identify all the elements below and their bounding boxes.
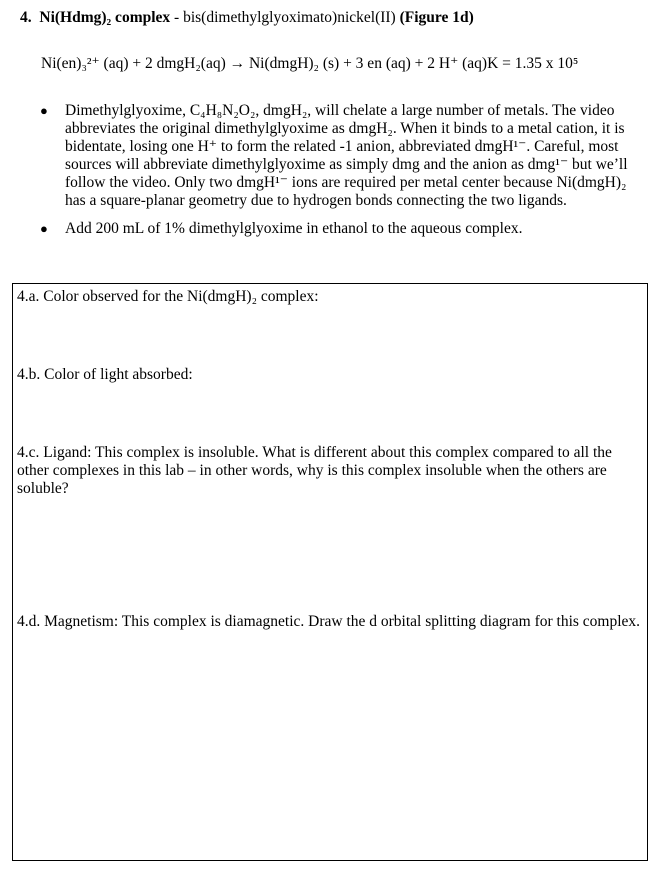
title-separator: - [170, 9, 184, 26]
section-heading [20, 9, 474, 27]
question-4b: 4.b. Color of light absorbed: [17, 366, 193, 383]
section-title: Ni(Hdmg)₂ complex [39, 9, 171, 26]
list-item [40, 102, 640, 210]
figure-reference: (Figure 1d) [399, 9, 474, 26]
section-number: 4. [20, 9, 32, 26]
section-subtitle: bis(dimethylglyoximato)nickel(II) [183, 9, 396, 26]
instruction-list [40, 102, 640, 248]
question-4c: 4.c. Ligand: This complex is insoluble. What is different about this complex compared to all the other complexes in this lab – in other words, why is this complex insoluble when the others are soluble? [17, 444, 612, 497]
bullet-icon: ● [40, 103, 48, 118]
question-4d: 4.d. Magnetism: This complex is diamagnetic. Draw the d orbital splitting diagram for this complex. [17, 613, 641, 630]
bullet-icon: ● [40, 221, 48, 236]
answer-box[interactable] [12, 283, 648, 861]
list-item [40, 220, 640, 238]
question-4a: 4.a. Color observed for the Ni(dmgH)₂ complex: [17, 288, 319, 305]
bullet-text: Dimethylglyoxime, C₄H₈N₂O₂, dmgH₂, will chelate a large number of metals. The video abbreviates the original dimethylglyoxime as dmgH₂. When it binds to a metal cation, it is bidentate, losing one H⁺ to form the related -1 anion, abbreviated dmgH¹⁻. Careful, most sources will abbreviate dimethylglyoxime as simply dmg and the anion as dmg¹⁻ but we’ll follow the video. Only two dmgH¹⁻ ions are required per metal center because Ni(dmgH)₂ has a square-planar geometry due to hydrogen bonds connecting the two ligands. [65, 102, 628, 209]
reaction-equation: Ni(en)₃²⁺ (aq) + 2 dmgH₂(aq) → Ni(dmgH)₂ (s) + 3 en (aq) + 2 H⁺ (aq)K = 1.35 x 10⁵ [41, 55, 579, 72]
bullet-text: Add 200 mL of 1% dimethylglyoxime in ethanol to the aqueous complex. [65, 220, 523, 237]
